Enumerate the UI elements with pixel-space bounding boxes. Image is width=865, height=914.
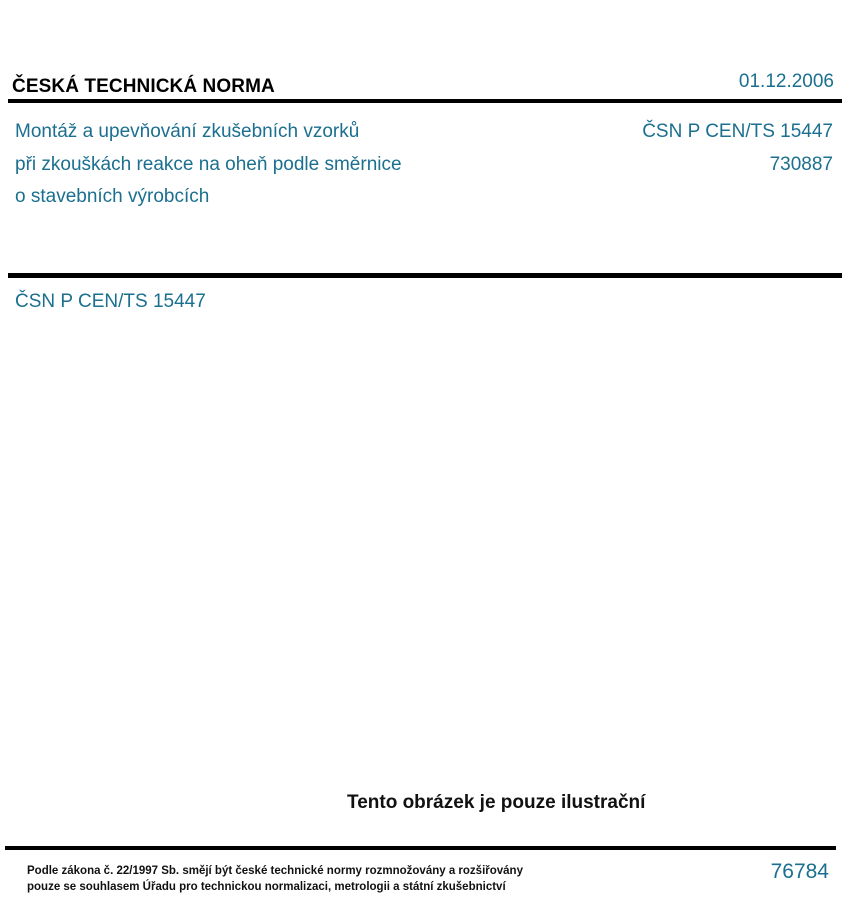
legal-line: Podle zákona č. 22/1997 Sb. smějí být české technické normy rozmnožovány a rozšiřovány [27, 865, 523, 877]
class-number: 730887 [769, 153, 833, 175]
publication-date: 01.12.2006 [738, 71, 834, 92]
standard-code: ČSN P CEN/TS 15447 [642, 121, 833, 142]
section-divider [8, 273, 842, 278]
document-type-heading: ČESKÁ TECHNICKÁ NORMA [12, 76, 275, 97]
standard-title [15, 116, 402, 214]
document-number: 76784 [770, 860, 829, 883]
title-line: při zkouškách reakce na oheň podle směrnice [15, 153, 402, 175]
legal-notice [27, 863, 523, 895]
title-line: o stavebních výrobcích [15, 186, 210, 207]
standard-codes [642, 116, 833, 181]
header-divider [8, 99, 842, 103]
legal-line: pouze se souhlasem Úřadu pro technickou normalizaci, metrologii a státní zkušebnictví [27, 881, 506, 893]
title-line: Montáž a upevňování zkušebních vzorků [15, 121, 360, 142]
illustration-notice: Tento obrázek je pouze ilustrační [347, 792, 646, 813]
section-standard-code: ČSN P CEN/TS 15447 [15, 291, 206, 312]
footer-divider [5, 846, 836, 850]
